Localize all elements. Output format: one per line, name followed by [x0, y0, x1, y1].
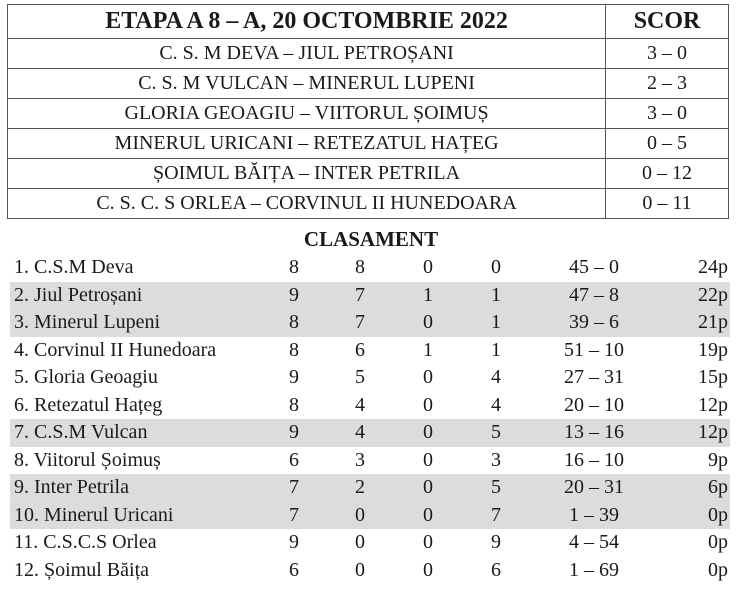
results-header-row: [8, 5, 729, 39]
games-won: 0: [355, 531, 365, 553]
goal-difference: 45 – 0: [569, 256, 619, 278]
games-won: 2: [355, 476, 365, 498]
match-row: [8, 189, 729, 219]
games-drawn: 1: [423, 338, 433, 361]
team-name: 6. Retezatul Hațeg: [14, 393, 163, 416]
games-lost: 5: [491, 421, 501, 443]
team-name: 4. Corvinul II Hunedoara: [14, 338, 217, 361]
match-row: [8, 99, 729, 129]
games-lost: 5: [491, 476, 501, 498]
standings-row: [0, 364, 742, 392]
games-won: 6: [355, 338, 365, 361]
games-lost: 3: [491, 448, 501, 471]
games-lost: 1: [491, 283, 501, 306]
goal-difference: 1 – 39: [569, 503, 619, 526]
games-played: 6: [289, 558, 299, 581]
points: 0p: [708, 531, 728, 553]
games-drawn: 0: [423, 311, 433, 333]
points: 15p: [698, 366, 728, 388]
goal-difference: 20 – 10: [564, 393, 624, 416]
games-won: 7: [355, 311, 365, 333]
goal-difference: 20 – 31: [564, 476, 624, 498]
standings-row: [0, 419, 742, 447]
games-played: 8: [289, 393, 299, 416]
points: 21p: [698, 311, 728, 333]
standings-row: [0, 557, 742, 585]
goal-difference: 51 – 10: [564, 338, 624, 361]
games-won: 4: [355, 421, 365, 443]
goal-difference: 4 – 54: [569, 531, 619, 553]
games-lost: 6: [491, 558, 501, 581]
games-lost: 1: [491, 338, 501, 361]
standings-table: [0, 254, 742, 584]
team-name: 10. Minerul Uricani: [14, 503, 174, 526]
team-name: 2. Jiul Petroșani: [14, 283, 143, 306]
results-table: [7, 4, 729, 219]
match-teams: C. S. M DEVA – JIUL PETROȘANI: [8, 39, 606, 69]
goal-difference: 39 – 6: [569, 311, 619, 333]
games-drawn: 0: [423, 421, 433, 443]
standings-row: [0, 392, 742, 420]
standings-row: [0, 529, 742, 557]
games-won: 8: [355, 256, 365, 278]
points: 6p: [708, 476, 728, 498]
match-score: 3 – 0: [606, 99, 729, 129]
points: 9p: [708, 448, 728, 471]
games-won: 7: [355, 283, 365, 306]
team-name: 12. Șoimul Băița: [14, 558, 149, 581]
games-drawn: 0: [423, 531, 433, 553]
match-row: [8, 69, 729, 99]
games-lost: 0: [491, 256, 501, 278]
team-name: 9. Inter Petrila: [14, 476, 129, 498]
goal-difference: 27 – 31: [564, 366, 624, 388]
match-teams: GLORIA GEOAGIU – VIITORUL ȘOIMUȘ: [8, 99, 606, 129]
team-name: 7. C.S.M Vulcan: [14, 421, 148, 443]
games-lost: 7: [491, 503, 501, 526]
games-drawn: 0: [423, 503, 433, 526]
match-score: 3 – 0: [606, 39, 729, 69]
points: 0p: [708, 558, 728, 581]
standings-row: [0, 337, 742, 365]
score-header: SCOR: [606, 5, 729, 39]
games-played: 6: [289, 448, 299, 471]
games-played: 8: [289, 311, 299, 333]
standings-row: [0, 309, 742, 337]
games-played: 9: [289, 421, 299, 443]
match-teams: ȘOIMUL BĂIȚA – INTER PETRILA: [8, 159, 606, 189]
standings-row: [0, 474, 742, 502]
match-row: [8, 159, 729, 189]
match-teams: MINERUL URICANI – RETEZATUL HAȚEG: [8, 129, 606, 159]
points: 12p: [698, 421, 728, 443]
games-played: 7: [289, 476, 299, 498]
standings-row: [0, 254, 742, 282]
standings-row: [0, 282, 742, 310]
match-teams: C. S. C. S ORLEA – CORVINUL II HUNEDOARA: [8, 189, 606, 219]
standings-row: [0, 447, 742, 475]
standings-title: CLASAMENT: [303, 227, 439, 251]
goal-difference: 13 – 16: [564, 421, 624, 443]
team-name: 3. Minerul Lupeni: [14, 311, 161, 333]
goal-difference: 1 – 69: [569, 558, 619, 581]
games-won: 3: [355, 448, 365, 471]
match-score: 0 – 12: [606, 159, 729, 189]
points: 19p: [698, 338, 728, 361]
games-won: 4: [355, 393, 365, 416]
games-played: 8: [289, 338, 299, 361]
games-drawn: 0: [423, 448, 433, 471]
team-name: 8. Viitorul Șoimuș: [14, 448, 161, 471]
games-lost: 1: [491, 311, 501, 333]
games-played: 8: [289, 256, 299, 278]
games-won: 0: [355, 558, 365, 581]
games-won: 0: [355, 503, 365, 526]
round-title: ETAPA A 8 – A, 20 OCTOMBRIE 2022: [8, 5, 606, 39]
team-name: 1. C.S.M Deva: [14, 256, 134, 278]
goal-difference: 47 – 8: [569, 283, 619, 306]
games-lost: 9: [491, 531, 501, 553]
games-drawn: 0: [423, 558, 433, 581]
games-lost: 4: [491, 393, 501, 416]
games-drawn: 0: [423, 256, 433, 278]
match-score: 2 – 3: [606, 69, 729, 99]
points: 24p: [698, 256, 728, 278]
match-score: 0 – 11: [606, 189, 729, 219]
games-drawn: 0: [423, 476, 433, 498]
match-score: 0 – 5: [606, 129, 729, 159]
match-teams: C. S. M VULCAN – MINERUL LUPENI: [8, 69, 606, 99]
games-drawn: 1: [423, 283, 433, 306]
games-drawn: 0: [423, 393, 433, 416]
games-lost: 4: [491, 366, 501, 388]
standings-row: [0, 502, 742, 530]
team-name: 11. C.S.C.S Orlea: [14, 531, 157, 553]
team-name: 5. Gloria Geoagiu: [14, 366, 158, 388]
match-row: [8, 39, 729, 69]
games-played: 9: [289, 283, 299, 306]
match-row: [8, 129, 729, 159]
points: 0p: [708, 503, 728, 526]
goal-difference: 16 – 10: [564, 448, 624, 471]
games-drawn: 0: [423, 366, 433, 388]
points: 12p: [698, 393, 728, 416]
games-won: 5: [355, 366, 365, 388]
points: 22p: [698, 283, 728, 306]
games-played: 9: [289, 531, 299, 553]
games-played: 9: [289, 366, 299, 388]
games-played: 7: [289, 503, 299, 526]
